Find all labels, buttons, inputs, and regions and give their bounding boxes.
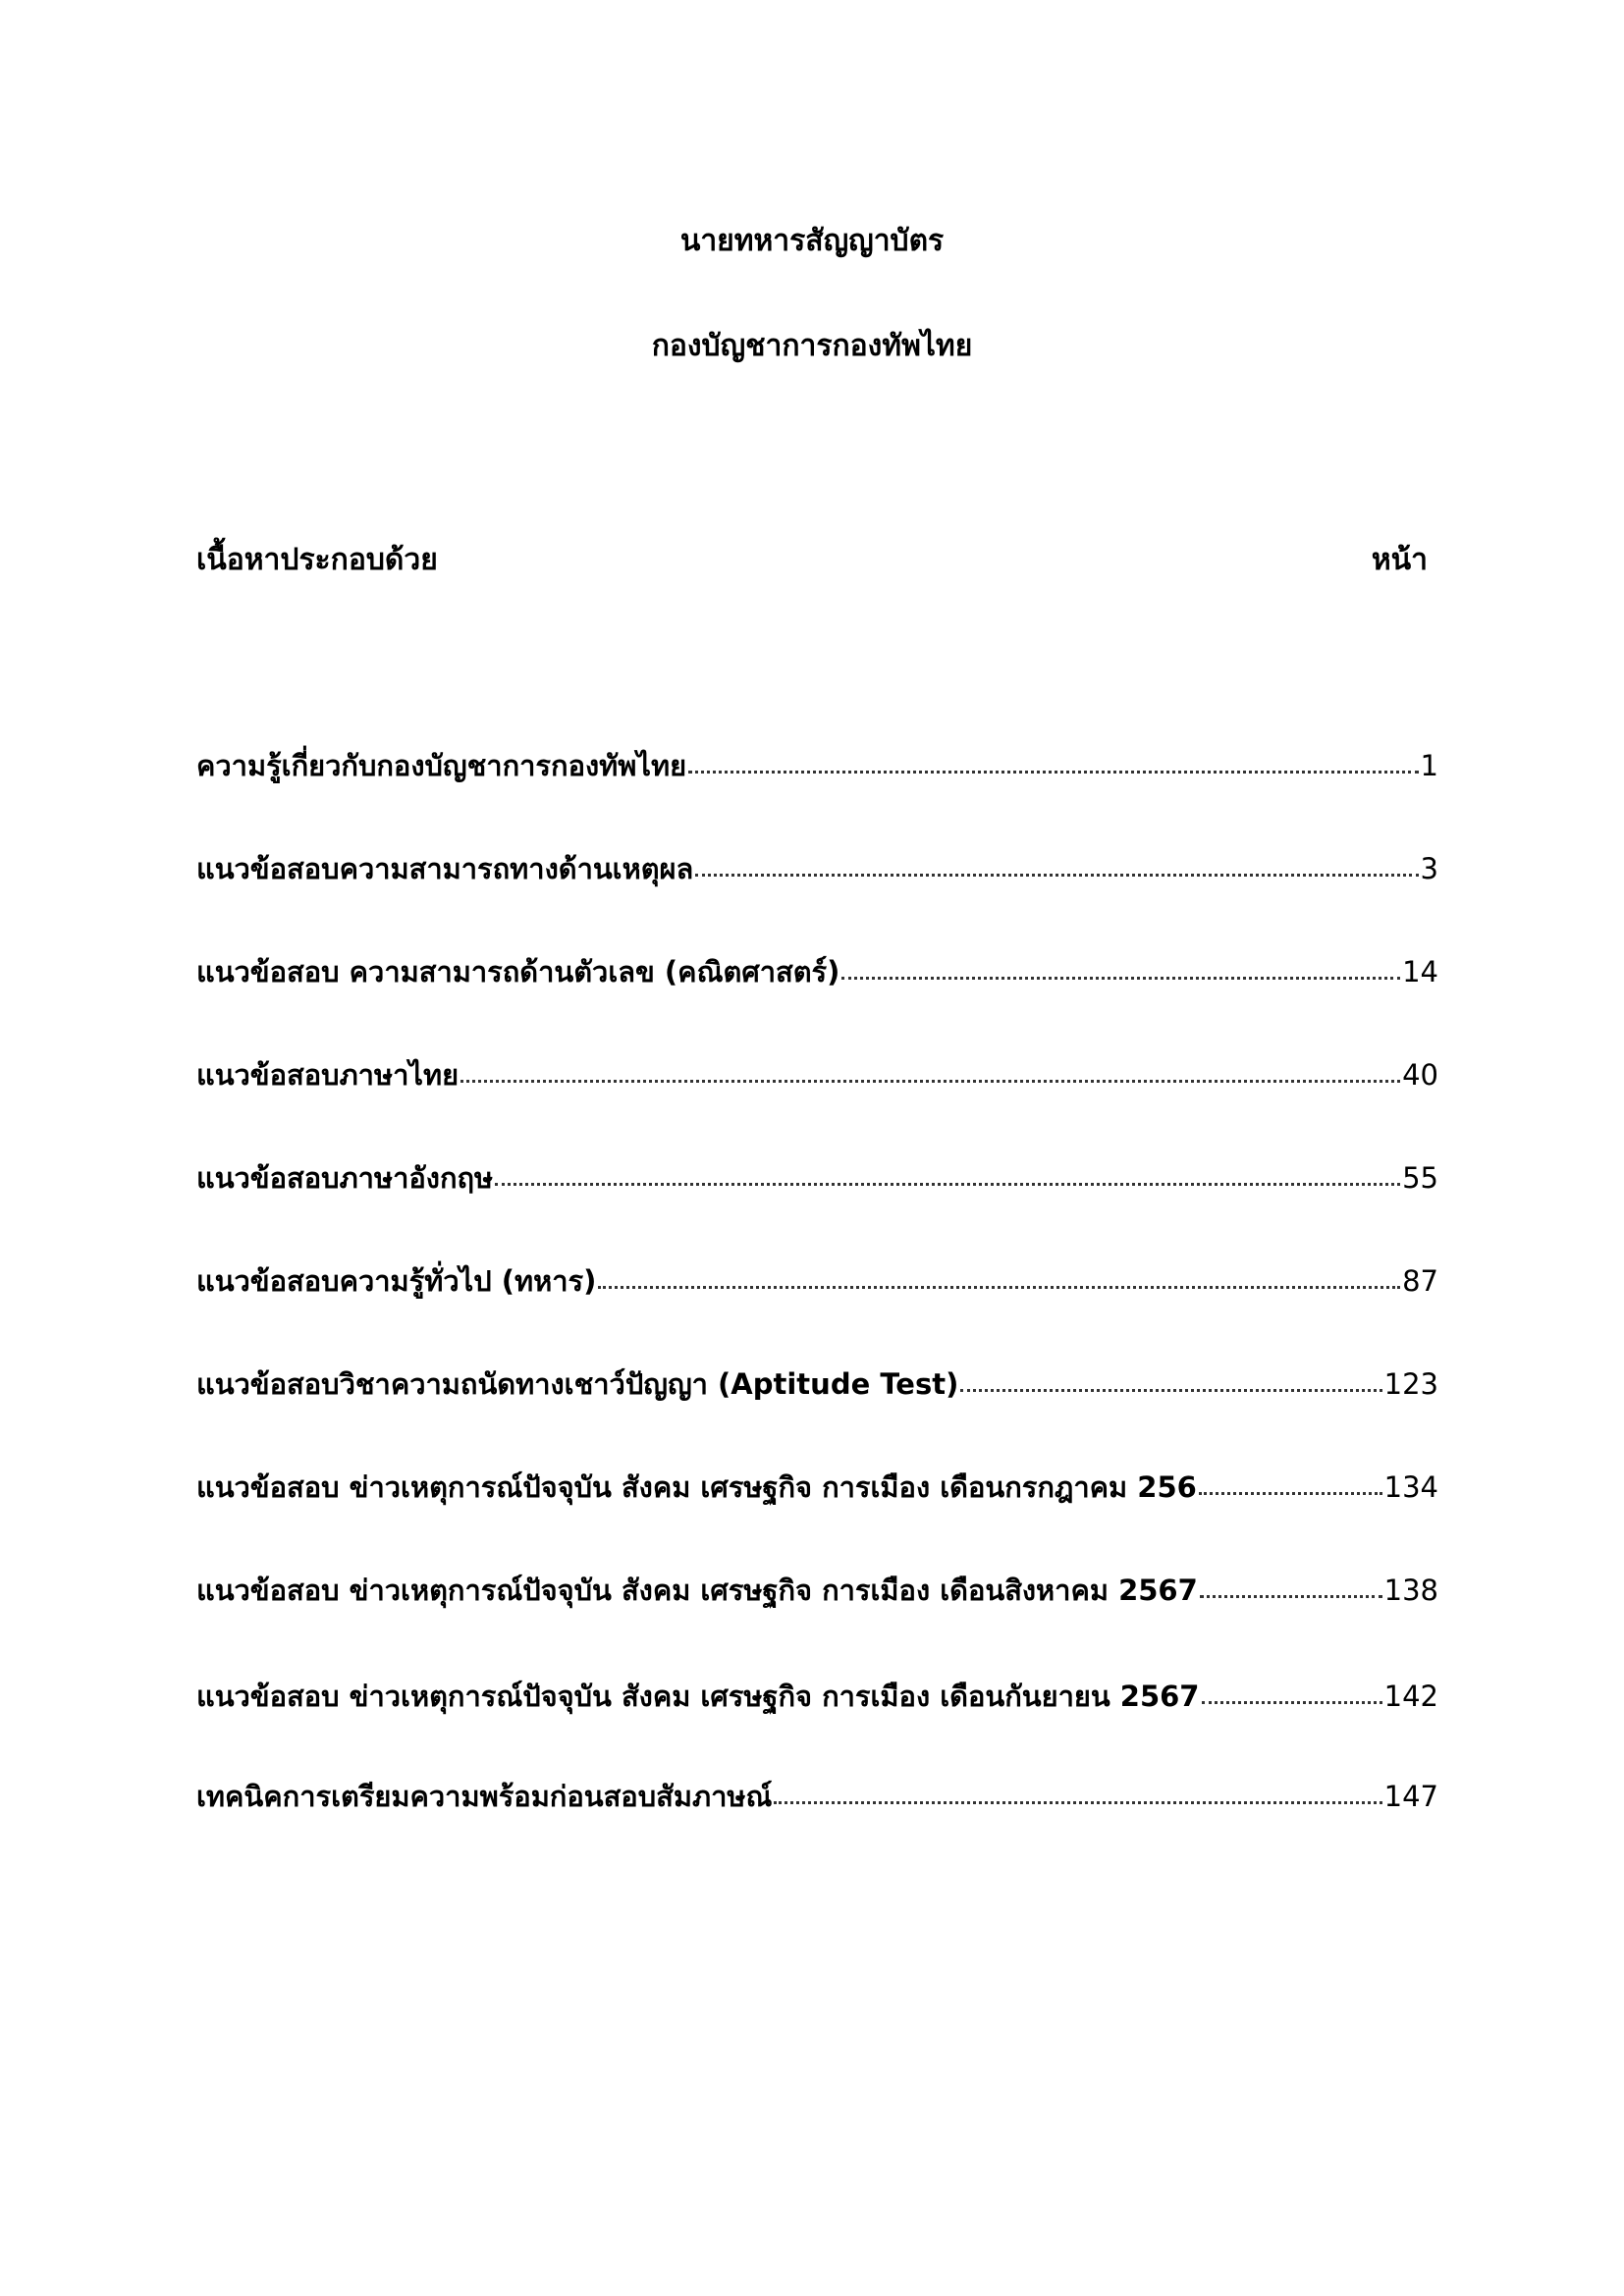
dot-leader bbox=[688, 765, 1418, 774]
dot-leader bbox=[774, 1795, 1381, 1804]
toc-entry bbox=[196, 1468, 1438, 1571]
contents-heading: เนื้อหาประกอบด้วย bbox=[196, 543, 438, 577]
toc-entry-title: แนวข้อสอบ ข่าวเหตุการณ์ปัจจุบัน สังคม เศรษฐกิจ การเมือง เดือนกรกฎาคม 256 bbox=[196, 1470, 1197, 1504]
dot-leader bbox=[1200, 1589, 1382, 1598]
toc-entry-title: แนวข้อสอบ ข่าวเหตุการณ์ปัจจุบัน สังคม เศรษฐกิจ การเมือง เดือนกันยายน 2567 bbox=[196, 1680, 1200, 1713]
toc-entry bbox=[196, 849, 1438, 952]
toc-entry bbox=[196, 1677, 1438, 1777]
toc-entry-title: แนวข้อสอบ ความสามารถด้านตัวเลข (คณิตศาสตร์) bbox=[196, 955, 840, 988]
dot-leader bbox=[598, 1280, 1400, 1289]
dot-leader bbox=[1199, 1486, 1382, 1495]
toc-entry bbox=[196, 1158, 1438, 1261]
dot-leader bbox=[495, 1177, 1400, 1186]
toc-entry-page: 123 bbox=[1383, 1367, 1438, 1401]
toc-entry bbox=[196, 1777, 1438, 1880]
toc-entry-page: 138 bbox=[1383, 1574, 1438, 1607]
toc-entry-page: 87 bbox=[1402, 1264, 1438, 1298]
toc-entry-page: 3 bbox=[1420, 852, 1438, 885]
toc-entry-title: แนวข้อสอบภาษาอังกฤษ bbox=[196, 1161, 494, 1195]
toc-entry-page: 142 bbox=[1383, 1680, 1438, 1713]
toc-entry-page: 147 bbox=[1383, 1780, 1438, 1813]
table-of-contents bbox=[196, 746, 1438, 1880]
toc-entry-title: แนวข้อสอบภาษาไทย bbox=[196, 1058, 460, 1092]
toc-entry-title: แนวข้อสอบความรู้ทั่วไป (ทหาร) bbox=[196, 1264, 597, 1298]
toc-entry-title: แนวข้อสอบวิชาความถนัดทางเชาว์ปัญญา (Aptitude Test) bbox=[196, 1367, 959, 1401]
dot-leader bbox=[841, 971, 1400, 980]
toc-entry bbox=[196, 1364, 1438, 1468]
page-column-heading: หน้า bbox=[1371, 543, 1428, 577]
toc-entry-title: ความรู้เกี่ยวกับกองบัญชาการกองทัพไทย bbox=[196, 749, 687, 782]
document-title: นายทหารสัญญาบัตร bbox=[679, 224, 945, 258]
toc-entry-title: เทคนิคการเตรียมความพร้อมก่อนสอบสัมภาษณ์ bbox=[196, 1780, 773, 1813]
toc-entry-title: แนวข้อสอบความสามารถทางด้านเหตุผล bbox=[196, 852, 694, 885]
toc-entry-page: 55 bbox=[1402, 1161, 1438, 1195]
toc-entry-page: 40 bbox=[1402, 1058, 1438, 1092]
dot-leader bbox=[1202, 1695, 1382, 1704]
toc-entry bbox=[196, 1571, 1438, 1677]
toc-entry bbox=[196, 1055, 1438, 1158]
toc-entry bbox=[196, 746, 1438, 849]
toc-entry-page: 1 bbox=[1420, 749, 1438, 782]
dot-leader bbox=[695, 868, 1418, 877]
dot-leader bbox=[460, 1074, 1400, 1083]
toc-entry bbox=[196, 1261, 1438, 1364]
toc-entry bbox=[196, 952, 1438, 1055]
toc-entry-page: 14 bbox=[1402, 955, 1438, 988]
dot-leader bbox=[960, 1383, 1381, 1392]
document-subtitle: กองบัญชาการกองทัพไทย bbox=[651, 329, 973, 363]
toc-entry-title: แนวข้อสอบ ข่าวเหตุการณ์ปัจจุบัน สังคม เศรษฐกิจ การเมือง เดือนสิงหาคม 2567 bbox=[196, 1574, 1198, 1607]
toc-entry-page: 134 bbox=[1383, 1470, 1438, 1504]
